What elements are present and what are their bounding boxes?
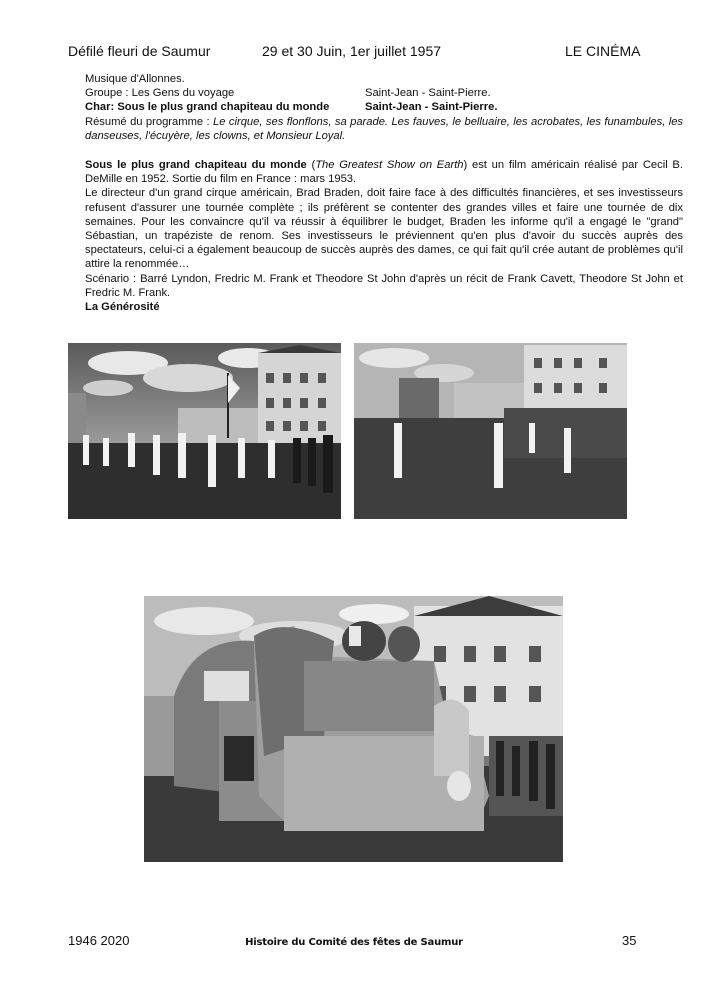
header-center: 29 et 30 Juin, 1er juillet 1957 bbox=[262, 43, 442, 59]
film-title: Sous le plus grand chapiteau du monde bbox=[85, 159, 307, 172]
footer-left: 1946 2020 bbox=[68, 933, 130, 948]
groupe-label: Groupe : Les Gens du voyage bbox=[85, 87, 235, 100]
parade-photo-2 bbox=[354, 343, 627, 519]
intro-line: Musique d'Allonnes. bbox=[85, 73, 185, 85]
header-left: Défilé fleuri de Saumur bbox=[68, 43, 211, 59]
film-synopsis: Le directeur d'un grand cirque américain, Brad Braden, doit faire face à des difficultés financières, et ses investisseurs refusent d'assurer une tournée complète ; ils préfèrent se contenter des grandes villes et faire une tournée de dix semaines. Pour les convaincre qu'il va réussir à équilibrer le budget, Braden les informe qu'il a engagé le "grand" Sébastian, un trapéziste de renom. Ses investisseurs le préviennent qu'en plus d'avoir du succès auprès des spectateurs, celui-ci a également beaucoup de succès auprès des dames, ce qui fait qu'il crée autant de problèmes qu'il attire la renommée… bbox=[85, 187, 683, 271]
char-place: Saint-Jean - Saint-Pierre. bbox=[365, 101, 498, 114]
text-content bbox=[85, 72, 683, 314]
film-paragraph bbox=[85, 158, 683, 186]
header-right: LE CINÉMA bbox=[565, 43, 641, 59]
footer-center: Histoire du Comité des fêtes de Saumur bbox=[245, 937, 463, 948]
film-scenario: Scénario : Barré Lyndon, Fredric M. Frank et Theodore St John d'après un récit de Frank Cavett, Theodore St John et Fredric M. Frank. bbox=[85, 272, 683, 299]
char-row bbox=[85, 100, 683, 114]
page-number: 35 bbox=[622, 933, 637, 948]
film-original-title: The Greatest Show on Earth bbox=[315, 159, 464, 172]
resume-text: Le cirque, ses flonflons, sa parade. Les fauves, le belluaire, les acrobates, les funambules, les danseuses, l'écuyère, les clowns, et Monsieur Loyal. bbox=[85, 115, 684, 142]
section-title: La Générosité bbox=[85, 301, 160, 314]
paren-open: ( bbox=[306, 159, 316, 172]
groupe-place: Saint-Jean - Saint-Pierre. bbox=[365, 87, 491, 100]
resume-paragraph bbox=[85, 115, 683, 143]
flower-float-photo bbox=[144, 596, 563, 862]
groupe-row bbox=[85, 86, 683, 100]
parade-photo-1 bbox=[68, 343, 341, 519]
film-description: ) est un film américain réalisé par Cecil B. DeMille en 1952. Sortie du film en France : mars 1953. bbox=[85, 159, 683, 186]
resume-label: Résumé du programme : bbox=[85, 115, 214, 128]
char-label: Char: Sous le plus grand chapiteau du monde bbox=[85, 101, 330, 114]
